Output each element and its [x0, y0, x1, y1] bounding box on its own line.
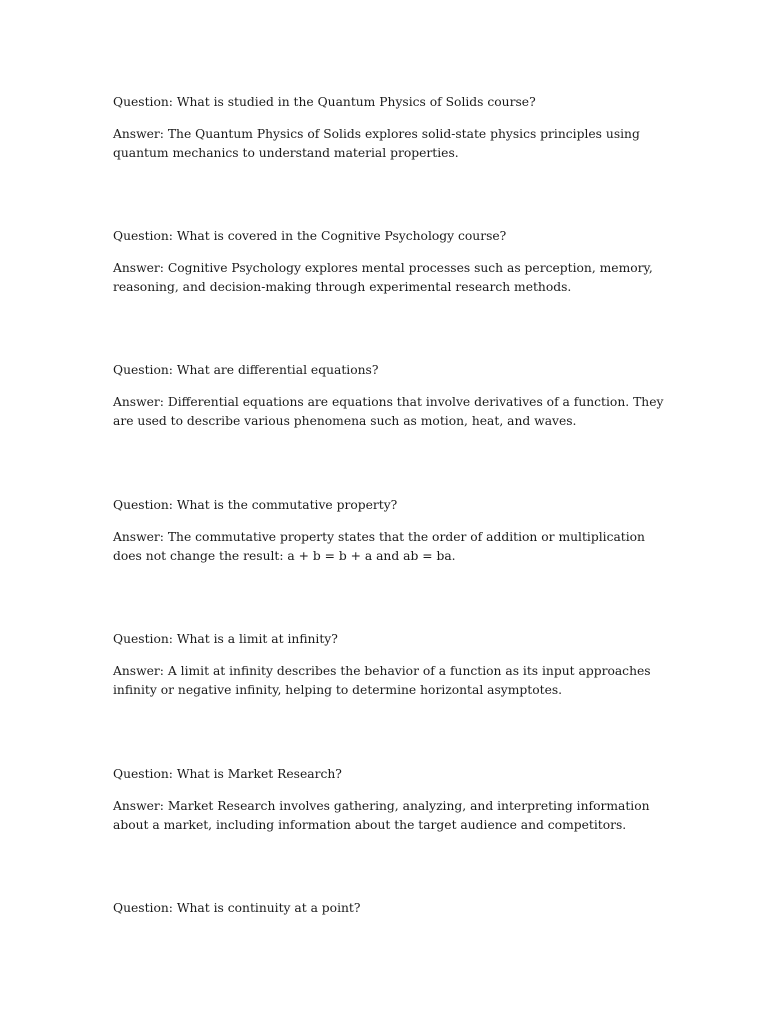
- answer-text: Answer: Market Research involves gathering, analyzing, and interpreting information about a market, including information about the target audience and competitors.: [113, 799, 650, 832]
- qa-item: [113, 630, 673, 700]
- qa-item: [113, 361, 673, 431]
- qa-item: [113, 496, 673, 566]
- question-text: Question: What are differential equations?: [113, 363, 379, 377]
- question-text: Question: What is continuity at a point?: [113, 901, 361, 915]
- qa-item: [113, 227, 673, 297]
- question-text: Question: What is a limit at infinity?: [113, 632, 338, 646]
- qa-item: [113, 899, 673, 918]
- question-text: Question: What is the commutative property?: [113, 498, 398, 512]
- question-text: Question: What is Market Research?: [113, 767, 342, 781]
- qa-item: [113, 93, 673, 163]
- question-text: Question: What is studied in the Quantum Physics of Solids course?: [113, 95, 536, 109]
- answer-text: Answer: The Quantum Physics of Solids explores solid-state physics principles using quantum mechanics to understand material properties.: [113, 127, 640, 160]
- question-text: Question: What is covered in the Cognitive Psychology course?: [113, 229, 507, 243]
- answer-text: Answer: The commutative property states that the order of addition or multiplication does not change the result: a + b = b + a and ab = ba.: [113, 530, 645, 563]
- answer-text: Answer: A limit at infinity describes the behavior of a function as its input approaches infinity or negative infinity, helping to determine horizontal asymptotes.: [113, 664, 651, 697]
- answer-text: Answer: Cognitive Psychology explores mental processes such as perception, memory, reasoning, and decision-making through experimental research methods.: [113, 261, 653, 294]
- answer-text: Answer: Differential equations are equations that involve derivatives of a function. They are used to describe various phenomena such as motion, heat, and waves.: [113, 395, 664, 428]
- qa-item: [113, 765, 673, 835]
